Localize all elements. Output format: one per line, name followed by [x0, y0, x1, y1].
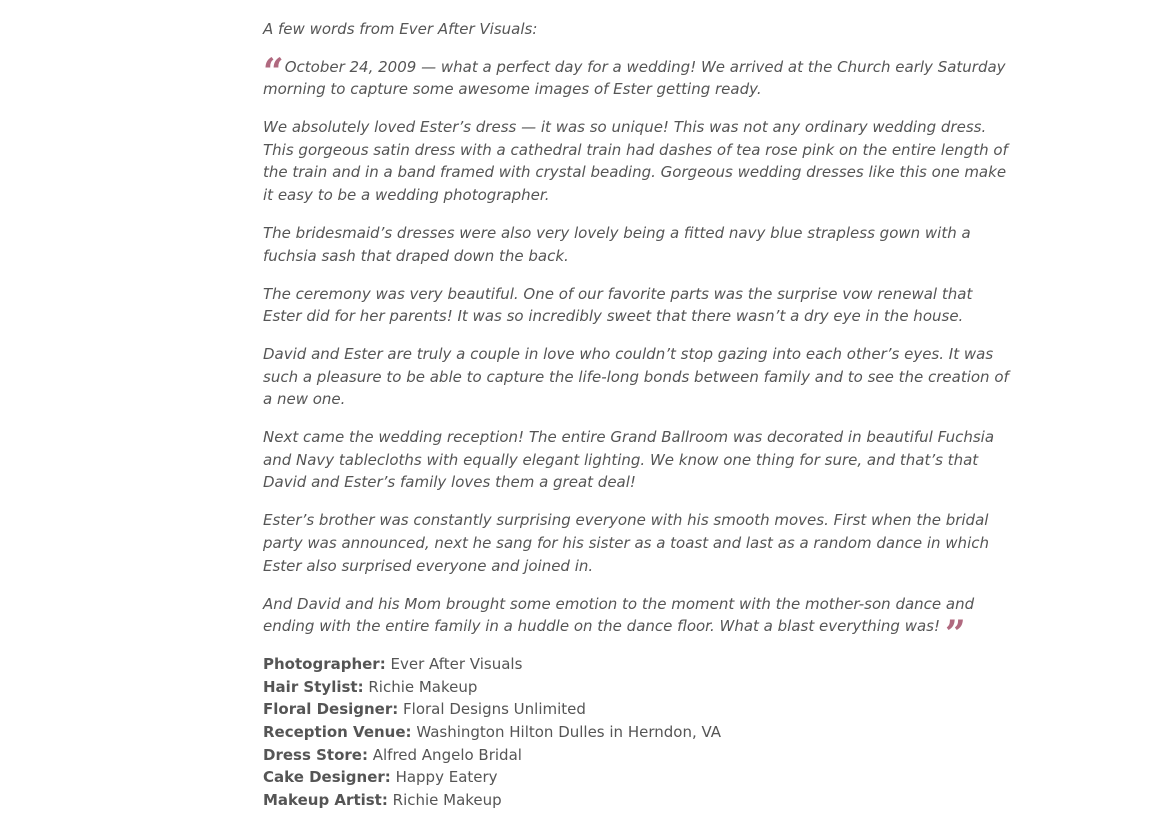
- credit-value: Richie Makeup: [392, 790, 502, 809]
- credit-makeup-artist: [263, 789, 1013, 812]
- intro-text: A few words from Ever After Visuals:: [263, 20, 538, 38]
- credit-photographer: [263, 653, 1013, 676]
- credit-value: Ever After Visuals: [390, 655, 523, 674]
- credit-label: Cake Designer:: [263, 768, 391, 787]
- credit-label: Photographer:: [263, 655, 386, 674]
- quote-paragraph-5: David and Ester are truly a couple in love who couldn’t stop gazing into each other’s eyes. It was such a pleasure to be able to capture the life-long bonds between family and to see the creation of a new one.: [263, 345, 1009, 409]
- quote-paragraph-text: And David and his Mom brought some emotion to the moment with the mother-son dance and ending with the entire family in a huddle on the dance floor. What a blast everything was!: [263, 594, 975, 636]
- blog-post-content: [263, 18, 1013, 811]
- quote-paragraph-1: [263, 50, 1013, 101]
- credit-value: Richie Makeup: [368, 677, 478, 696]
- quote-paragraph-7: Ester’s brother was constantly surprising everyone with his smooth moves. First when the bridal party was announced, next he sang for his sister as a toast and last as a random dance in which Ester also surprised everyone and joined in.: [263, 511, 989, 575]
- credit-value: Happy Eatery: [395, 768, 498, 787]
- quote-paragraph-8: [263, 593, 1013, 656]
- credit-label: Hair Stylist:: [263, 677, 364, 696]
- close-quote-icon: ”: [945, 613, 964, 656]
- vendor-credits: [263, 653, 1013, 811]
- open-quote-icon: “: [263, 50, 282, 93]
- credit-value: Floral Designs Unlimited: [403, 700, 586, 719]
- credit-cake-designer: [263, 766, 1013, 789]
- quote-paragraph-6: Next came the wedding reception! The entire Grand Ballroom was decorated in beautiful Fuchsia and Navy tablecloths with equally elegant lighting. We know one thing for sure, and that’s that David and Ester’s family loves them a great deal!: [263, 428, 995, 492]
- credit-label: Dress Store:: [263, 745, 368, 764]
- credit-value: Washington Hilton Dulles in Herndon, VA: [416, 722, 722, 741]
- credit-hair-stylist: [263, 676, 1013, 699]
- credit-dress-store: [263, 744, 1013, 767]
- blockquote: [263, 50, 1013, 656]
- credit-label: Reception Venue:: [263, 722, 412, 741]
- credit-reception-venue: [263, 721, 1013, 744]
- credit-label: Floral Designer:: [263, 700, 399, 719]
- quote-paragraph-2: We absolutely loved Ester’s dress — it was so unique! This was not any ordinary wedding dress. This gorgeous satin dress with a cathedral train had dashes of tea rose pink on the entire length of the train and in a band framed with crystal beading. Gorgeous wedding dresses like this one make it easy to be a wedding photographer.: [263, 118, 1008, 204]
- quote-paragraph-4: The ceremony was very beautiful. One of our favorite parts was the surprise vow renewal that Ester did for her parents! It was so incredibly sweet that there wasn’t a dry eye in the house.: [263, 284, 973, 326]
- quote-paragraph-text: October 24, 2009 — what a perfect day for a wedding! We arrived at the Church early Saturday morning to capture some awesome images of Ester getting ready.: [263, 57, 1006, 99]
- credit-value: Alfred Angelo Bridal: [372, 745, 522, 764]
- quote-paragraph-3: The bridesmaid’s dresses were also very lovely being a fitted navy blue strapless gown with a fuchsia sash that draped down the back.: [263, 223, 971, 265]
- credit-floral-designer: [263, 698, 1013, 721]
- credit-label: Makeup Artist:: [263, 790, 388, 809]
